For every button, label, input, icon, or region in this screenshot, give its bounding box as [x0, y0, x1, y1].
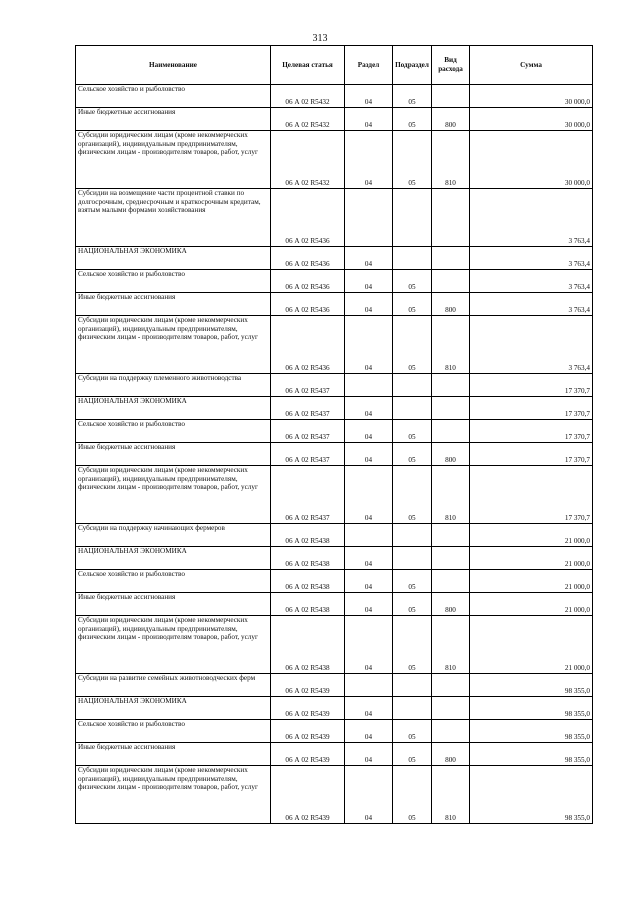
- row-sum: [470, 524, 593, 547]
- row-section: [345, 189, 393, 247]
- row-name-text: Сельское хозяйство и рыболовство: [78, 270, 185, 278]
- row-target: [271, 720, 345, 743]
- row-target: [271, 570, 345, 593]
- row-type: [432, 420, 470, 443]
- row-name: [76, 189, 271, 247]
- row-type: [432, 743, 470, 766]
- row-subsection: [393, 524, 432, 547]
- row-target: [271, 466, 345, 524]
- row-subsection-text: 05: [408, 98, 416, 107]
- row-section: [345, 316, 393, 374]
- row-sum-text: 3 763,4: [568, 260, 590, 269]
- row-section-text: 04: [364, 410, 373, 419]
- row-sum: [470, 766, 593, 824]
- row-target-text: 06 А 02 R5438: [285, 537, 330, 546]
- row-sum-text: 98 355,0: [564, 733, 590, 742]
- table-row: [76, 766, 593, 824]
- row-section: [345, 270, 393, 293]
- row-sum-text: 3 763,4: [568, 364, 590, 373]
- row-sum: [470, 397, 593, 420]
- row-name: [76, 743, 271, 766]
- row-subsection: [393, 743, 432, 766]
- row-sum-text: 17 370,7: [564, 410, 590, 419]
- row-sum: [470, 674, 593, 697]
- row-type-text: 810: [445, 664, 456, 673]
- header-sum: Сумма: [470, 46, 593, 85]
- table-row: [76, 593, 593, 616]
- row-sum: [470, 247, 593, 270]
- row-subsection: [393, 616, 432, 674]
- table-row: [76, 316, 593, 374]
- row-name-text: Сельское хозяйство и рыболовство: [78, 85, 185, 93]
- row-sum: [470, 270, 593, 293]
- table-row: [76, 108, 593, 131]
- row-target: [271, 766, 345, 824]
- row-sum-text: 21 000,0: [564, 664, 590, 673]
- row-type-text: 800: [445, 756, 456, 765]
- row-sum-text: 98 355,0: [564, 814, 590, 823]
- row-target-text: 06 А 02 R5439: [285, 687, 330, 696]
- row-name: [76, 547, 271, 570]
- row-section: [345, 616, 393, 674]
- row-subsection-text: 05: [408, 664, 416, 673]
- row-sum-text: 3 763,4: [568, 237, 590, 246]
- row-type: [432, 547, 470, 570]
- row-type-text: 810: [445, 514, 456, 523]
- row-type: [432, 293, 470, 316]
- row-target: [271, 616, 345, 674]
- row-section-text: 04: [364, 179, 373, 188]
- row-section: [345, 85, 393, 108]
- row-type: [432, 131, 470, 189]
- table-row: [76, 674, 593, 697]
- row-target: [271, 443, 345, 466]
- row-subsection: [393, 397, 432, 420]
- row-name: [76, 443, 271, 466]
- row-section: [345, 570, 393, 593]
- row-section-text: 04: [364, 514, 373, 523]
- row-type-text: 810: [445, 364, 456, 373]
- row-subsection-text: 05: [408, 121, 416, 130]
- row-subsection: [393, 247, 432, 270]
- row-subsection: [393, 443, 432, 466]
- row-sum: [470, 570, 593, 593]
- row-section-text: 04: [364, 733, 373, 742]
- row-name-text: НАЦИОНАЛЬНАЯ ЭКОНОМИКА: [78, 697, 187, 705]
- table-row: [76, 293, 593, 316]
- table-row: [76, 743, 593, 766]
- row-target-text: 06 А 02 R5432: [285, 179, 330, 188]
- row-subsection: [393, 570, 432, 593]
- table-row: [76, 720, 593, 743]
- row-type-text: 800: [445, 306, 456, 315]
- row-type-text: 800: [445, 456, 456, 465]
- row-target-text: 06 А 02 R5437: [285, 433, 330, 442]
- row-type: [432, 570, 470, 593]
- row-subsection-text: 05: [408, 583, 416, 592]
- row-section: [345, 420, 393, 443]
- row-section: [345, 466, 393, 524]
- row-sum-text: 21 000,0: [564, 537, 590, 546]
- row-name-text: Иные бюджетные ассигнования: [78, 443, 176, 451]
- row-sum: [470, 743, 593, 766]
- row-subsection-text: 05: [408, 733, 416, 742]
- row-subsection: [393, 316, 432, 374]
- table-header-row: [76, 46, 593, 85]
- row-type: [432, 108, 470, 131]
- row-section: [345, 766, 393, 824]
- row-type: [432, 374, 470, 397]
- row-name-text: Субсидии на развитие семейных животноводческих ферм: [78, 674, 256, 682]
- row-name: [76, 593, 271, 616]
- table-row: [76, 697, 593, 720]
- row-subsection: [393, 720, 432, 743]
- row-sum-text: 17 370,7: [564, 456, 590, 465]
- row-target-text: 06 А 02 R5436: [285, 306, 330, 315]
- row-type: [432, 189, 470, 247]
- row-subsection: [393, 420, 432, 443]
- row-target: [271, 293, 345, 316]
- table-row: [76, 524, 593, 547]
- row-subsection-text: 05: [408, 456, 416, 465]
- row-sum: [470, 697, 593, 720]
- row-section-text: 04: [364, 606, 373, 615]
- row-target-text: 06 А 02 R5437: [285, 410, 330, 419]
- row-section: [345, 547, 393, 570]
- row-section-text: 04: [364, 364, 373, 373]
- row-sum: [470, 108, 593, 131]
- row-subsection: [393, 547, 432, 570]
- row-target: [271, 108, 345, 131]
- row-name-text: НАЦИОНАЛЬНАЯ ЭКОНОМИКА: [78, 547, 187, 555]
- row-type-text: 800: [445, 121, 456, 130]
- row-name: [76, 466, 271, 524]
- row-name: [76, 570, 271, 593]
- row-sum-text: 98 355,0: [564, 756, 590, 765]
- row-target-text: 06 А 02 R5439: [285, 814, 330, 823]
- row-sum: [470, 293, 593, 316]
- row-type: [432, 443, 470, 466]
- row-name-text: Сельское хозяйство и рыболовство: [78, 570, 185, 578]
- row-subsection: [393, 466, 432, 524]
- row-subsection: [393, 189, 432, 247]
- row-section-text: 04: [364, 433, 373, 442]
- row-subsection-text: 05: [408, 433, 416, 442]
- row-target-text: 06 А 02 R5432: [285, 121, 330, 130]
- row-target-text: 06 А 02 R5438: [285, 664, 330, 673]
- row-subsection: [393, 593, 432, 616]
- row-sum: [470, 443, 593, 466]
- row-name: [76, 293, 271, 316]
- header-target: Целевая статья: [271, 46, 345, 85]
- row-target-text: 06 А 02 R5439: [285, 756, 330, 765]
- table-row: [76, 570, 593, 593]
- row-target-text: 06 А 02 R5436: [285, 364, 330, 373]
- row-section-text: 04: [364, 456, 373, 465]
- row-type: [432, 674, 470, 697]
- row-subsection: [393, 108, 432, 131]
- table-row: [76, 547, 593, 570]
- row-section: [345, 524, 393, 547]
- row-section: [345, 131, 393, 189]
- row-target: [271, 674, 345, 697]
- row-section: [345, 697, 393, 720]
- row-subsection: [393, 697, 432, 720]
- row-section: [345, 397, 393, 420]
- row-target: [271, 85, 345, 108]
- row-subsection-text: 05: [408, 606, 416, 615]
- row-section: [345, 743, 393, 766]
- row-type: [432, 766, 470, 824]
- table-row: [76, 616, 593, 674]
- row-name: [76, 108, 271, 131]
- row-sum: [470, 420, 593, 443]
- row-type: [432, 697, 470, 720]
- row-subsection-text: 05: [408, 364, 416, 373]
- row-target: [271, 420, 345, 443]
- row-target-text: 06 А 02 R5437: [285, 514, 330, 523]
- row-subsection: [393, 293, 432, 316]
- row-sum-text: 98 355,0: [564, 710, 590, 719]
- row-name-text: НАЦИОНАЛЬНАЯ ЭКОНОМИКА: [78, 247, 187, 255]
- table-row: [76, 443, 593, 466]
- row-sum: [470, 466, 593, 524]
- row-section: [345, 247, 393, 270]
- row-subsection-text: 05: [408, 306, 416, 315]
- row-name: [76, 720, 271, 743]
- row-subsection-text: 05: [408, 814, 416, 823]
- row-target: [271, 189, 345, 247]
- row-section-text: 04: [364, 98, 373, 107]
- row-name: [76, 316, 271, 374]
- row-subsection-text: 05: [408, 283, 416, 292]
- row-sum: [470, 131, 593, 189]
- row-sum: [470, 616, 593, 674]
- row-section: [345, 293, 393, 316]
- row-name-text: Субсидии на возмещение части процентной ставки по долгосрочным, среднесрочным и краткосрочным кредитам, взятым малыми формами хозяйствования: [78, 189, 261, 215]
- table-row: [76, 397, 593, 420]
- row-section: [345, 374, 393, 397]
- row-type: [432, 316, 470, 374]
- row-name: [76, 766, 271, 824]
- row-target: [271, 743, 345, 766]
- row-type: [432, 720, 470, 743]
- row-target-text: 06 А 02 R5437: [285, 456, 330, 465]
- row-target: [271, 270, 345, 293]
- row-sum: [470, 547, 593, 570]
- row-subsection-text: 05: [408, 756, 416, 765]
- header-name: Наименование: [76, 46, 271, 85]
- row-sum-text: 17 370,7: [564, 433, 590, 442]
- row-type-text: 800: [445, 606, 456, 615]
- row-target: [271, 247, 345, 270]
- row-sum-text: 30 000,0: [564, 121, 590, 130]
- row-type: [432, 466, 470, 524]
- row-subsection: [393, 85, 432, 108]
- header-section: Раздел: [345, 46, 393, 85]
- row-name-text: Субсидии юридическим лицам (кроме некоммерческих организаций), индивидуальным предпринимателям, физическим лицам - производителям товаров, работ, услуг: [78, 616, 258, 642]
- row-type: [432, 270, 470, 293]
- row-section: [345, 593, 393, 616]
- row-target: [271, 697, 345, 720]
- row-name-text: Субсидии юридическим лицам (кроме некоммерческих организаций), индивидуальным предпринимателям, физическим лицам - производителям товаров, работ, услуг: [78, 766, 258, 792]
- table-row: [76, 420, 593, 443]
- table-row: [76, 189, 593, 247]
- table-row: [76, 85, 593, 108]
- row-target: [271, 316, 345, 374]
- row-subsection-text: 05: [408, 514, 416, 523]
- row-type: [432, 397, 470, 420]
- row-target-text: 06 А 02 R5432: [285, 98, 330, 107]
- row-name-text: Иные бюджетные ассигнования: [78, 293, 176, 301]
- row-sum-text: 17 370,7: [564, 387, 590, 396]
- row-sum-text: 21 000,0: [564, 583, 590, 592]
- row-sum: [470, 593, 593, 616]
- row-target-text: 06 А 02 R5436: [285, 260, 330, 269]
- row-name: [76, 397, 271, 420]
- row-section: [345, 443, 393, 466]
- row-type: [432, 524, 470, 547]
- row-sum-text: 21 000,0: [564, 606, 590, 615]
- row-sum-text: 30 000,0: [564, 179, 590, 188]
- table-row: [76, 247, 593, 270]
- row-section-text: 04: [364, 283, 373, 292]
- row-section-text: 04: [364, 756, 373, 765]
- row-name: [76, 131, 271, 189]
- header-type: Вид расхода: [432, 46, 470, 85]
- row-subsection: [393, 270, 432, 293]
- row-target-text: 06 А 02 R5436: [285, 283, 330, 292]
- row-subsection: [393, 766, 432, 824]
- row-subsection: [393, 374, 432, 397]
- row-type: [432, 85, 470, 108]
- row-type-text: 810: [445, 179, 456, 188]
- row-sum: [470, 374, 593, 397]
- row-section-text: 04: [364, 664, 373, 673]
- row-type-text: 810: [445, 814, 456, 823]
- row-section: [345, 720, 393, 743]
- row-name-text: НАЦИОНАЛЬНАЯ ЭКОНОМИКА: [78, 397, 187, 405]
- row-name-text: Субсидии на поддержку племенного животноводства: [78, 374, 242, 382]
- row-subsection: [393, 674, 432, 697]
- row-sum-text: 3 763,4: [568, 283, 590, 292]
- row-name: [76, 674, 271, 697]
- row-subsection: [393, 131, 432, 189]
- table-row: [76, 131, 593, 189]
- row-target: [271, 547, 345, 570]
- row-type: [432, 247, 470, 270]
- row-name: [76, 420, 271, 443]
- page-number: 313: [312, 33, 328, 44]
- row-section-text: 04: [364, 306, 373, 315]
- row-name: [76, 697, 271, 720]
- row-target-text: 06 А 02 R5436: [285, 237, 330, 246]
- row-target: [271, 524, 345, 547]
- row-sum-text: 21 000,0: [564, 560, 590, 569]
- row-target: [271, 397, 345, 420]
- row-section-text: 04: [364, 121, 373, 130]
- row-target-text: 06 А 02 R5438: [285, 560, 330, 569]
- row-target-text: 06 А 02 R5439: [285, 733, 330, 742]
- row-target-text: 06 А 02 R5438: [285, 606, 330, 615]
- row-target: [271, 131, 345, 189]
- table-row: [76, 466, 593, 524]
- row-name-text: Сельское хозяйство и рыболовство: [78, 720, 185, 728]
- row-sum: [470, 189, 593, 247]
- row-section-text: 04: [364, 710, 373, 719]
- row-target: [271, 374, 345, 397]
- row-sum-text: 98 355,0: [564, 687, 590, 696]
- row-target: [271, 593, 345, 616]
- row-name-text: Субсидии юридическим лицам (кроме некоммерческих организаций), индивидуальным предпринимателям, физическим лицам - производителям товаров, работ, услуг: [78, 316, 258, 342]
- row-name-text: Иные бюджетные ассигнования: [78, 108, 176, 116]
- row-subsection-text: 05: [408, 179, 416, 188]
- row-section-text: 04: [364, 814, 373, 823]
- row-section: [345, 674, 393, 697]
- row-target-text: 06 А 02 R5437: [285, 387, 330, 396]
- row-sum: [470, 85, 593, 108]
- row-name-text: Сельское хозяйство и рыболовство: [78, 420, 185, 428]
- row-name: [76, 524, 271, 547]
- row-name-text: Субсидии юридическим лицам (кроме некоммерческих организаций), индивидуальным предпринимателям, физическим лицам - производителям товаров, работ, услуг: [78, 131, 258, 157]
- row-section-text: 04: [364, 583, 373, 592]
- row-sum-text: 17 370,7: [564, 514, 590, 523]
- row-sum: [470, 720, 593, 743]
- row-target-text: 06 А 02 R5439: [285, 710, 330, 719]
- row-name: [76, 85, 271, 108]
- table-row: [76, 374, 593, 397]
- row-type: [432, 616, 470, 674]
- row-name: [76, 616, 271, 674]
- row-target-text: 06 А 02 R5438: [285, 583, 330, 592]
- header-subsection: Подраздел: [393, 46, 432, 85]
- row-name-text: Субсидии на поддержку начинающих фермеров: [78, 524, 225, 532]
- row-sum-text: 3 763,4: [568, 306, 590, 315]
- row-name-text: Субсидии юридическим лицам (кроме некоммерческих организаций), индивидуальным предпринимателям, физическим лицам - производителям товаров, работ, услуг: [78, 466, 258, 492]
- row-name: [76, 247, 271, 270]
- row-section-text: 04: [364, 560, 373, 569]
- row-type: [432, 593, 470, 616]
- row-name: [76, 374, 271, 397]
- row-section: [345, 108, 393, 131]
- row-sum-text: 30 000,0: [564, 98, 590, 107]
- table-row: [76, 270, 593, 293]
- row-section-text: 04: [364, 260, 373, 269]
- budget-table: [75, 45, 593, 824]
- row-name-text: Иные бюджетные ассигнования: [78, 593, 176, 601]
- row-name: [76, 270, 271, 293]
- row-sum: [470, 316, 593, 374]
- row-name-text: Иные бюджетные ассигнования: [78, 743, 176, 751]
